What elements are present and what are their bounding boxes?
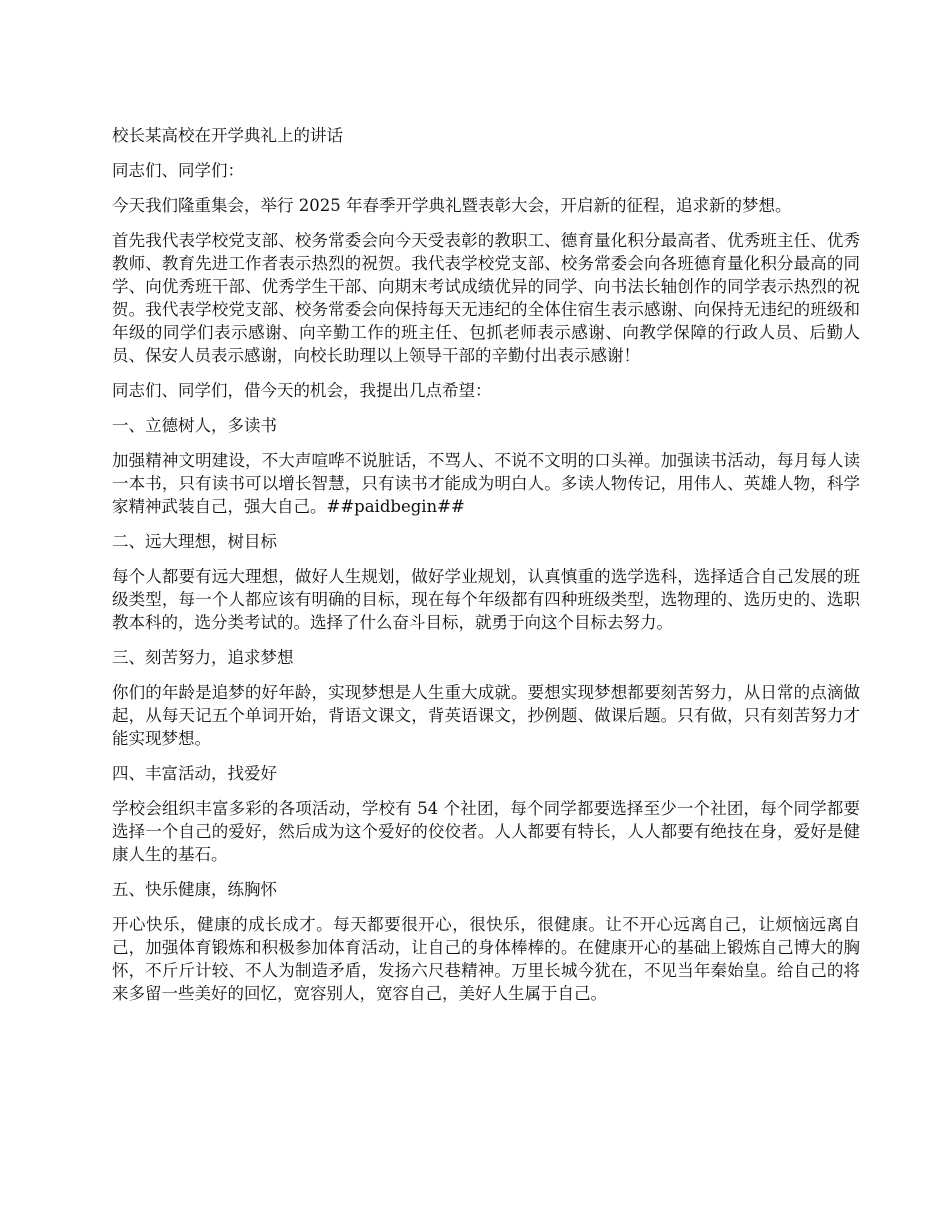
thanks-paragraph: 首先我代表学校党支部、校务常委会向今天受表彰的教职工、德育量化积分最高者、优秀班主任、优秀教师、教育先进工作者表示热烈的祝贺。我代表学校党支部、校务常委会向各班德育量化积分最高的同学、向优秀班干部、优秀学生干部、向期末考试成绩优异的同学、向书法长轴创作的同学表示热烈的祝贺。我代表学校党支部、校务常委会向保持每天无违纪的全体住宿生表示感谢、向保持无违纪的班级和年级的同学们表示感谢、向辛勤工作的班主任、包抓老师表示感谢、向教学保障的行政人员、后勤人员、保安人员表示感谢，向校长助理以上领导干部的辛勤付出表示感谢！ [112,231,860,365]
section-heading: 二、远大理想，树目标 [112,532,277,551]
section-body: 每个人都要有远大理想，做好人生规划，做好学业规划，认真慎重的选学选科，选择适合自己发展的班级类型，每一个人都应该有明确的目标，现在每个年级都有四种班级类型，选物理的、选历史的、选职教本科的，选分类考试的。选择了什么奋斗目标，就勇于向这个目标去努力。 [112,567,860,632]
transition-paragraph: 同志们、同学们，借今天的机会，我提出几点希望： [112,381,492,400]
greeting: 同志们、同学们： [112,161,244,180]
section-body: 开心快乐，健康的成长成才。每天都要很开心，很快乐，很健康。让不开心远离自己，让烦恼远离自己，加强体育锻炼和积极参加体育活动，让自己的身体棒棒的。在健康开心的基础上锻炼自己博大的胸怀，不斤斤计较、不人为制造矛盾，发扬六尺巷精神。万里长城今犹在，不见当年秦始皇。给自己的将来多留一些美好的回忆，宽容别人，宽容自己，美好人生属于自己。 [112,915,860,1003]
section-heading: 四、丰富活动，找爱好 [112,764,277,783]
section-body: 加强精神文明建设，不大声喧哗不说脏话，不骂人、不说不文明的口头禅。加强读书活动，每月每人读一本书，只有读书可以增长智慧，只有读书才能成为明白人。多读人物传记，用伟人、英雄人物，科学家精神武装自己，强大自己。##paidbegin## [112,451,860,516]
intro-paragraph: 今天我们隆重集会，举行 2025 年春季开学典礼暨表彰大会，开启新的征程，追求新的梦想。 [112,196,792,215]
section-body: 学校会组织丰富多彩的各项活动，学校有 54 个社团，每个同学都要选择至少一个社团，每个同学都要选择一个自己的爱好，然后成为这个爱好的佼佼者。人人都要有特长，人人都要有绝技在身，爱好是健康人生的基石。 [112,799,860,864]
section-body: 你们的年龄是追梦的好年龄，实现梦想是人生重大成就。要想实现梦想都要刻苦努力，从日常的点滴做起，从每天记五个单词开始，背语文课文，背英语课文，抄例题、做课后题。只有做，只有刻苦努力才能实现梦想。 [112,683,860,748]
section-heading: 五、快乐健康，练胸怀 [112,880,277,899]
document-title: 校长某高校在开学典礼上的讲话 [112,126,343,145]
section-heading: 三、刻苦努力，追求梦想 [112,648,294,667]
section-heading: 一、立德树人，多读书 [112,416,277,435]
document-body [112,124,860,1017]
